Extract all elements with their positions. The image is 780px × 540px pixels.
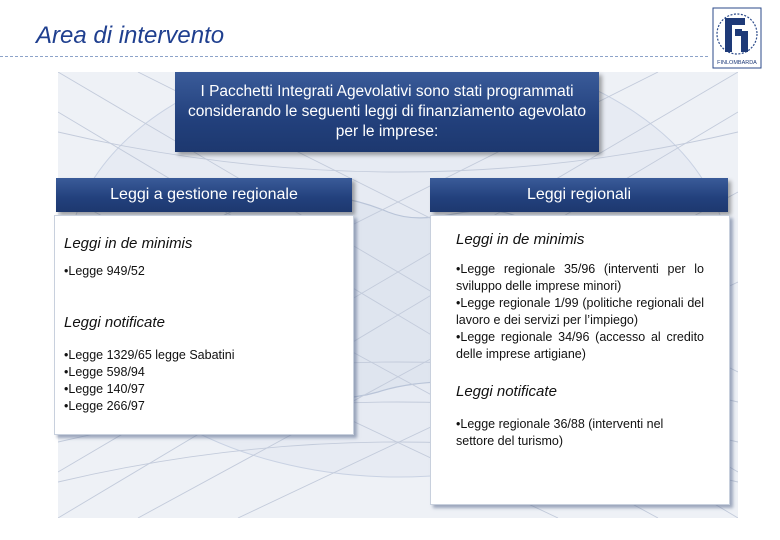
law-item: •Legge 949/52 [64, 264, 145, 278]
page-title: Area di intervento [36, 22, 225, 49]
left-column-header [56, 178, 352, 212]
law-item: •Legge 598/94 [64, 365, 145, 379]
law-item: •Legge regionale 35/96 (interventi per lo sviluppo delle imprese minori) [456, 262, 704, 293]
law-list [64, 263, 343, 280]
left-column-box [54, 215, 354, 435]
section-title: Leggi notificate [64, 314, 165, 331]
left-column-header-label: Leggi a gestione regionale [110, 186, 298, 203]
title-divider [0, 56, 708, 57]
right-column-box [430, 215, 730, 505]
section-title: Leggi notificate [456, 383, 557, 400]
law-item: •Legge regionale 1/99 (politiche regionali del lavoro e dei servizi per l’impiego) [456, 296, 704, 327]
law-list [456, 416, 704, 450]
law-item: •Legge 140/97 [64, 382, 145, 396]
law-item: •Legge regionale 34/96 (accesso al credito delle imprese artigiane) [456, 330, 704, 361]
intro-text: I Pacchetti Integrati Agevolativi sono stati programmati considerando le seguenti leggi di finanziamento agevolato per le imprese: [187, 83, 587, 140]
law-item: •Legge 1329/65 legge Sabatini [64, 348, 235, 362]
right-column-header [430, 178, 728, 212]
law-list [64, 347, 343, 415]
intro-panel [175, 72, 599, 152]
law-item: •Legge regionale 36/88 (interventi nel settore del turismo) [456, 417, 664, 448]
section-title: Leggi in de minimis [64, 235, 193, 252]
law-list [456, 261, 704, 363]
law-item: •Legge 266/97 [64, 399, 145, 413]
right-column-header-label: Leggi regionali [526, 186, 632, 203]
section-title: Leggi in de minimis [456, 231, 585, 248]
svg-text:FINLOMBARDA: FINLOMBARDA [717, 60, 757, 66]
finlombarda-logo [711, 6, 763, 70]
